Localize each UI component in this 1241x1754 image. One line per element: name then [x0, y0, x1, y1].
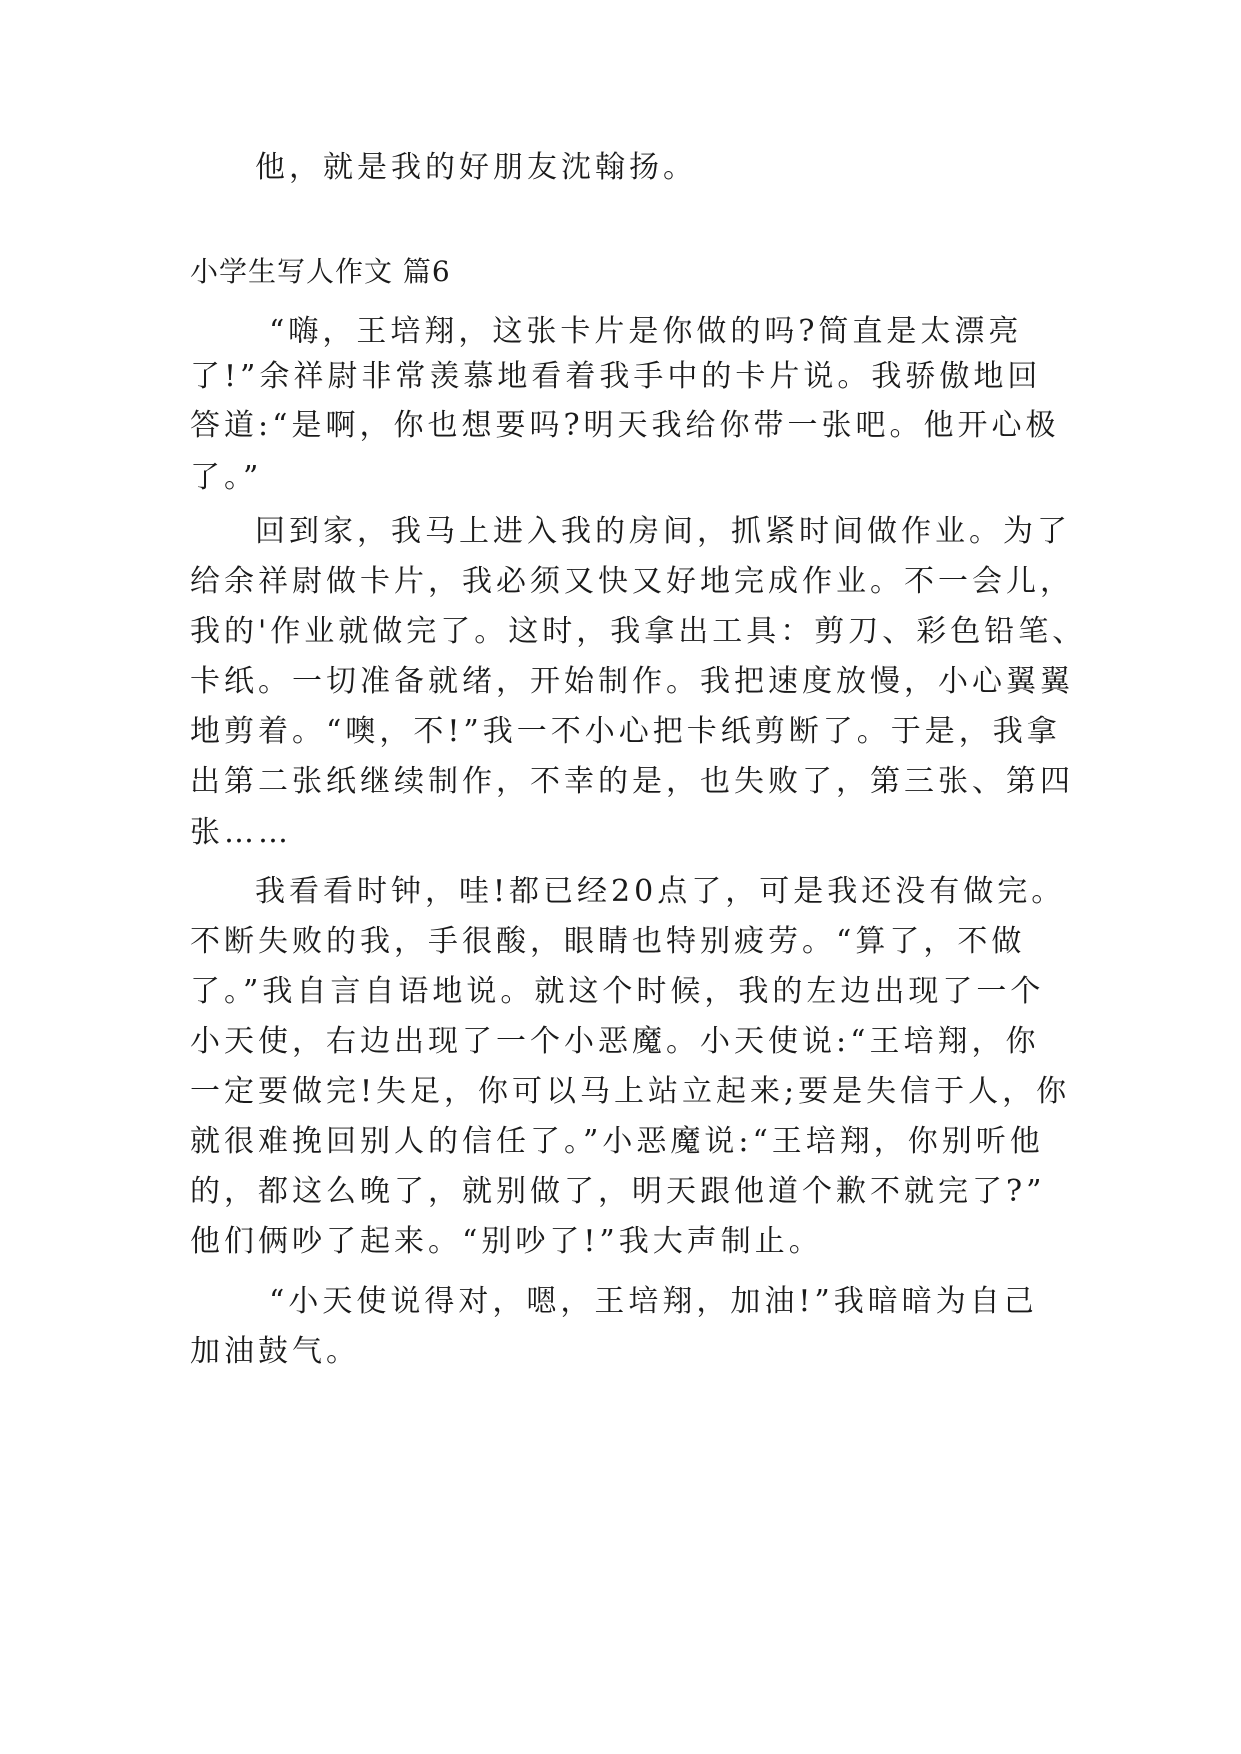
- paragraph-3-line-1: 我看看时钟，哇!都已经20点了，可是我还没有做完。: [255, 874, 1066, 909]
- paragraph-3-line-7: 的，都这么晚了，就别做了，明天跟他道个歉不就完了?”: [190, 1174, 1046, 1209]
- paragraph-4-line-1: “小天使说得对，嗯，王培翔，加油!”我暗暗为自己: [235, 1284, 1038, 1319]
- paragraph-2-line-2: 给余祥尉做卡片，我必须又快又好地完成作业。不一会儿，: [190, 564, 1074, 599]
- paragraph-3-line-5: 一定要做完!失足，你可以马上站立起来;要是失信于人，你: [190, 1074, 1071, 1109]
- section-heading: 小学生写人作文 篇6: [190, 255, 451, 288]
- paragraph-1-line-1: “嗨，王培翔，这张卡片是你做的吗?简直是太漂亮: [235, 314, 1023, 349]
- paragraph-1-line-2: 了!”余祥尉非常羡慕地看着我手中的卡片说。我骄傲地回: [190, 359, 1042, 394]
- paragraph-3-line-6: 就很难挽回别人的信任了。”小恶魔说:“王培翔，你别听他: [190, 1124, 1044, 1159]
- paragraph-2-line-3: 我的'作业就做完了。这时，我拿出工具：剪刀、彩色铅笔、: [190, 614, 1087, 649]
- paragraph-2-line-6: 出第二张纸继续制作，不幸的是，也失败了，第三张、第四: [190, 764, 1074, 799]
- paragraph-2-line-4: 卡纸。一切准备就绪，开始制作。我把速度放慢，小心翼翼: [190, 664, 1074, 699]
- paragraph-1-line-3: 答道:“是啊，你也想要吗?明天我给你带一张吧。他开心极: [190, 408, 1060, 443]
- paragraph-3-line-2: 不断失败的我，手很酸，眼睛也特别疲劳。“算了，不做: [190, 924, 1026, 959]
- paragraph-1-line-4: 了。”: [190, 460, 263, 495]
- paragraph-2-line-5: 地剪着。“噢，不!”我一不小心把卡纸剪断了。于是，我拿: [190, 714, 1061, 749]
- intro-line: 他，就是我的好朋友沈翰扬。: [255, 150, 697, 185]
- paragraph-3-line-8: 他们俩吵了起来。“别吵了!”我大声制止。: [190, 1224, 823, 1259]
- paragraph-2-line-1: 回到家，我马上进入我的房间，抓紧时间做作业。为了: [255, 514, 1071, 549]
- paragraph-3-line-4: 小天使，右边出现了一个小恶魔。小天使说:“王培翔，你: [190, 1024, 1040, 1059]
- paragraph-3-line-3: 了。”我自言自语地说。就这个时候，我的左边出现了一个: [190, 974, 1045, 1009]
- paragraph-4-line-2: 加油鼓气。: [190, 1334, 360, 1369]
- paragraph-2-line-7: 张……: [190, 815, 292, 850]
